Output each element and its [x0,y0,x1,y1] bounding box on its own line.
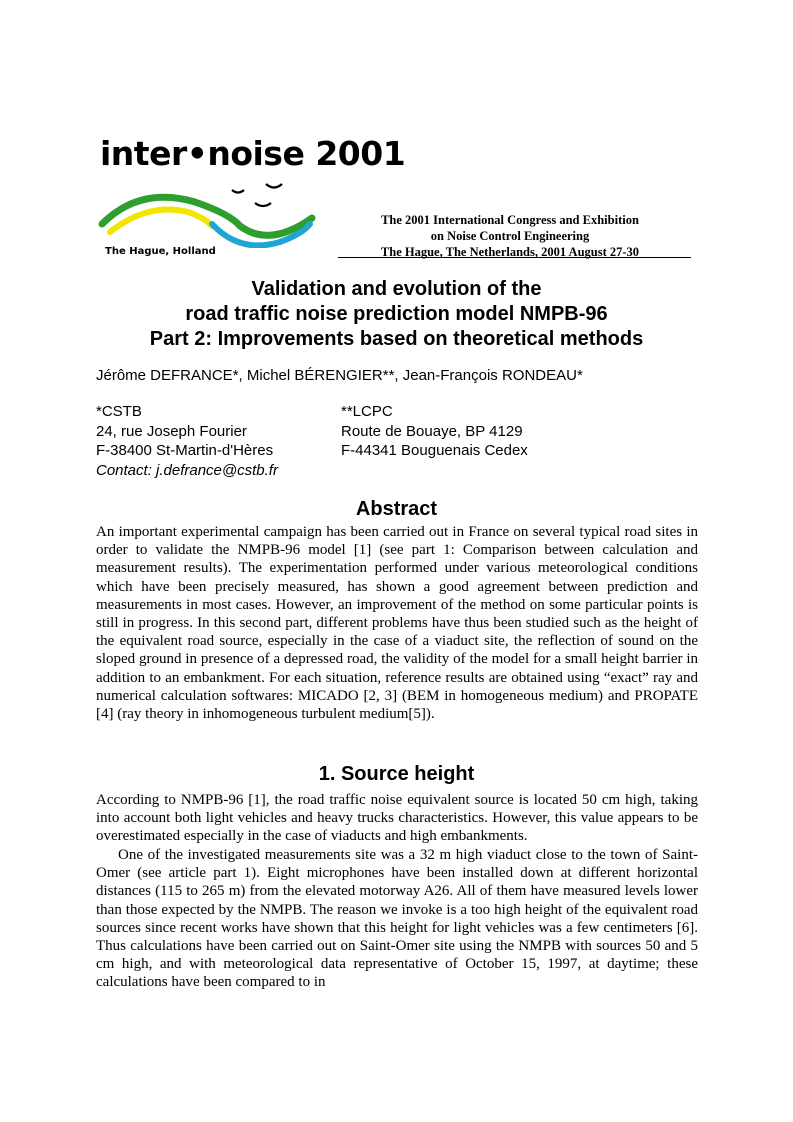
affiliation-lcpc [341,402,528,461]
body-paragraph: One of the investigated measurements site was a 32 m high viaduct close to the town of Saint-Omer (see article part 1). Eight microphones have been installed down at different horizontal distances (115 to 265 m) from the elevated motorway A26. All of them have measured levels lower than those expected by the NMPB. The reason we invoke is a too high height of the equivalent road sources since recent works have shown that this height for light vehicles was a few centimeters [6]. Thus calculations have been carried out on Saint-Omer site using the NMPB with sources 50 and 5 cm high, and with meteorological data representative of October 15, 1997, at daytime; these calculations have been compared to in [96,847,698,991]
affiliation-city: F-38400 St-Martin-d'Hères [96,442,274,459]
header-divider [338,257,691,258]
conference-line-2: on Noise Control Engineering [430,229,590,243]
logo-wordmark: inter•noise 2001 [100,134,406,173]
conference-info [340,212,680,260]
author-list: Jérôme DEFRANCE*, Michel BÉRENGIER**, Jean-François RONDEAU* [96,367,583,384]
title-line-1: Validation and evolution of the [251,278,542,300]
body-paragraph: According to NMPB-96 [1], the road traffic noise equivalent source is located 50 cm high, taking into account both light vehicles and heavy trucks characteristics. However, this value appears to be overestimated especially in the case of viaducts and high embankments. [96,792,698,845]
affiliation-city: F-44341 Bouguenais Cedex [341,442,528,459]
affiliation-cstb [96,402,278,480]
abstract-heading: Abstract [355,498,438,520]
affiliation-street: Route de Bouaye, BP 4129 [341,422,523,440]
logo-location: The Hague, Holland [105,246,216,257]
affiliation-name: **LCPC [341,403,393,420]
conference-line-1: The 2001 International Congress and Exhibition [381,213,639,227]
logo-arcs-icon [90,178,320,248]
affiliation-name: *CSTB [96,403,142,420]
paper-title [96,277,697,352]
title-line-2: road traffic noise prediction model NMPB-96 [185,303,608,325]
abstract-text: An important experimental campaign has been carried out in France on several typical road sites in order to validate the NMPB-96 model [1] (see part 1: Comparison between calculation and measurement results). The experimentation performed under various meteorological conditions which have been precisely measured, has shown a good agreement between prediction and measurements in most cases. However, an improvement of the method on some particular points is still in progress. In this second part, different problems have thus been studied such as the height of the equivalent road source, especially in the case of a viaduct site, the reflection of sound on the sloped ground in presence of a depressed road, the validity of the model for a small height barrier in addition to an embankment. For each situation, reference results are obtained using “exact” ray and numerical calculation softwares: MICADO [2, 3] (BEM in homogeneous medium) and PROPATE [4] (ray theory in inhomogeneous turbulent medium[5]). [96,524,698,723]
affiliation-street: 24, rue Joseph Fourier [96,422,247,440]
contact-email: Contact: j.defrance@cstb.fr [96,461,278,479]
section-heading: 1. Source height [318,763,475,785]
conference-line-3: The Hague, The Netherlands, 2001 August 27-30 [380,245,640,259]
title-line-3: Part 2: Improvements based on theoretical methods [149,328,644,350]
